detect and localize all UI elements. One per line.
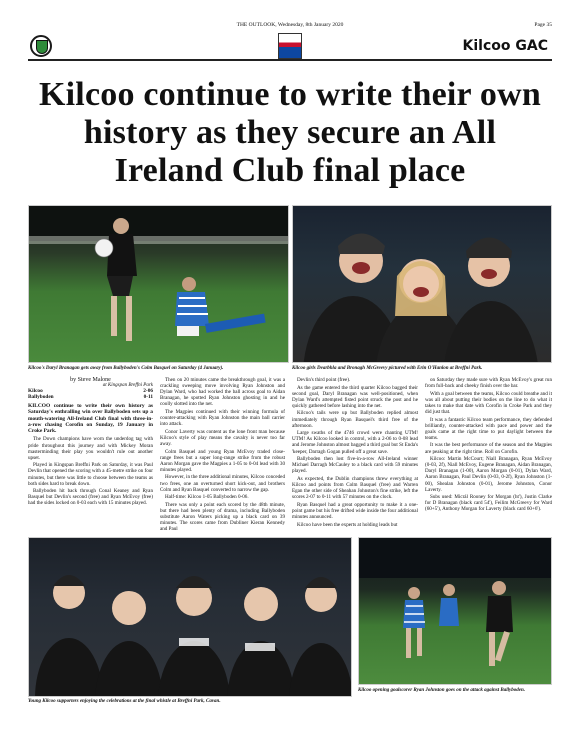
paragraph: Then on 20 minutes came the breakthrough goal, it was a crackling sweeping move involving Ryan Johnston and Dylan Ward, who had worked the ball across goal to Aidan Branagan, he spotted Ryan Johnston ghosting in and he coolly slotted into the net. (160, 377, 285, 408)
paragraph: Played in Kingspan Breffni Park on Saturday, it was Paul Devlin that opened the scoring with a 45-metre strike on four minutes, but there was little to choose between the teams as both sides hard to break down. (28, 462, 153, 487)
section-bar (28, 33, 552, 61)
photo-supporters-girls (292, 205, 552, 363)
article-column-2 (160, 377, 285, 534)
headline: Kilcoo continue to write their own history as they secure an All Ireland Club final place (39, 76, 541, 189)
article-column-1 (28, 377, 153, 508)
paragraph: on Saturday they made sure with Ryan McEvoy's great run from full-back and cheeky finish over the bar. (425, 377, 552, 390)
paragraph: Devlin's third point (free). (297, 377, 351, 383)
paragraph: Conor Laverty was content as the lone front man because Kilcoo's style of play means the cavalry is never too far away. (160, 428, 285, 447)
paragraph: Kilcoo have been the experts at holding leads but (297, 521, 398, 528)
paragraph: As the game entered the third quarter Kilcoo bagged their second goal, Daryl Branagan was well-positioned, when Dylan Ward's attempted fisted point struck the post and he quickly gathered before lashing into the net. (292, 384, 418, 409)
match-action-illustration (29, 206, 289, 363)
team-score: 2-06 (143, 388, 153, 394)
section-kicker: Kilcoo GAC (462, 38, 548, 54)
publication-line: THE OUTLOOK, Wednesday, 8th January 2020 (236, 22, 344, 28)
paragraph: It was a fantastic Kilcoo team performance, they defended brilliantly, counter-attacked with pace and power and the goals came at the right time to put daylight between the teams. (425, 416, 552, 441)
page-number: Page 35 (534, 22, 552, 28)
paragraph: Ballyboden hit back through Conal Keaney and Ryan Basquel but Devlin's second (free) and Ryan McEvoy (free) had the sides locked on 0-03 each with 15 minutes played. (28, 488, 153, 507)
paragraph: It was the best performance of the season and the Magpies are peaking at the right time. Roll on Corofin. (425, 442, 552, 455)
photo-young-supporters (28, 537, 352, 697)
paragraph: Kilcoo: Martin McCourt; Niall Branagan, Ryan McEvoy (0-03, 2f), Niall McEvoy, Eugene Branagan, Aidan Branagan, Daryl Branagan (1-00), Aaron Morgan (0-01), Dylan Ward, Aaron Branagan, Paul Devlin (0-03, 0-2f), Ryan Johnston (1-00), Shealan Johnston (0-01), Jerome Johnston, Conor Laverty. (425, 456, 552, 493)
venue-credit: at Kingspan Breffni Park (102, 383, 153, 388)
paragraph: Ryan Basquel had a great opportunity to make it a one-point game but his free drifted wide inside the four additional minutes announced. (292, 501, 418, 520)
running-head (28, 22, 552, 32)
team-score: 0-11 (143, 394, 153, 400)
club-crest-icon (30, 35, 52, 57)
paragraph: Half-time: Kilcoo 1-05 Ballyboden 0-06. (165, 494, 249, 501)
paragraph: Colm Basquel and young Ryan McEvoy traded close-range frees but a super long-range strike from the robust Aaron Morgan gave the Magpies a 1-05 to 0-04 lead with 30 minutes played. (160, 448, 285, 473)
caption-photo2: Kilcoo girls Dearbhla and Bronagh McGreevy pictured with Erin O'Hanlon at Breffni Park. (292, 366, 483, 371)
team-name: Kilcoo (28, 388, 43, 394)
caption-photo3: Young Kilcoo supporters enjoying the celebrations at the final whistle at Breffni Park, Cavan. (28, 699, 221, 704)
article-intro: KILCOO continue to write their own history as Saturday's enthralling win over Ballyboden sets up a mouth-watering All-Ireland Club final with three-in-a-row chasing Corofin on Sunday, 19 January in Croke Park. (28, 403, 153, 435)
paragraph: However, in the three additional minutes, Kilcoo conceded two frees, one an overturned short kick-out, and brothers Colm and Ryan Basquel converted to narrow the gap. (160, 474, 285, 493)
team-name: Ballyboden (28, 394, 54, 400)
paragraph: With a goal between the teams, Kilcoo could breathe and it was all about putting their bodies on the line to do what it takes to make that date with Corofin in Croke Park and they did just that. (425, 390, 552, 415)
score-line-ballyboden (28, 394, 153, 400)
young-supporters-illustration (29, 538, 352, 697)
column-1-body (28, 436, 153, 506)
photo-match-action (28, 205, 289, 363)
paragraph: The Magpies continued with their winning formula of counter-attacking with Ryan Johnston the main ball carrier into attack. (160, 408, 285, 428)
newspaper-logo (278, 33, 302, 59)
paragraph: The Down champions have worn the underdog tag with pride throughout this journey and with Mickey Moran masterminding their play you wouldn't rule out another upset. (28, 436, 153, 461)
caption-photo1: Kilcoo's Daryl Branagan gets away from Ballyboden's Colm Basquel on Saturday (4 January). (28, 366, 224, 371)
byline: by Steve Malone (70, 377, 111, 383)
paragraph: There was only a point each scored by the 48th minute, but there had been plenty of drama, including Ballyboden substitute Aaron Waters picking up a black card on 39 minutes. The scores came from Dubliner Kieran Kennedy and Paul (160, 501, 285, 533)
paragraph: Ballyboden then lost five-in-a-row All-Ireland winner Michael Darragh McCauley to a black card with 59 minutes played. (292, 456, 418, 475)
supporters-illustration (293, 206, 552, 363)
paragraph: Large swaths of the 4746 crowd were chanting UTM! UTM! As Kilcoo looked in control, with a 2-06 to 0-08 lead and Jerome Johnston almost bagged a third goal but St Enda's 'keeper, Darragh Gogan pulled off a great save. (292, 430, 418, 455)
caption-photo4: Kilcoo opening goalscorer Ryan Johnston goes on the attack against Ballyboden. (358, 688, 526, 693)
paragraph: Kilcoo's tails were up but Ballyboden replied almost immediately through Ryan Basquel's third free of the afternoon. (292, 410, 418, 429)
paragraph: Subs used: Micrál Rooney for Morgan (ht'), Justin Clarke for D Branagan (black card 54'), Feilim McGreevy for Ward (60+5'), Anthony Morgan for Laverty (black card 60+6'). (425, 494, 552, 513)
photo-goalscorer-attack (358, 537, 552, 685)
article-column-3 (292, 377, 418, 529)
goalscorer-illustration (359, 538, 552, 685)
article-column-4 (425, 377, 552, 514)
paragraph: As expected, the Dublin champions threw everything at Kilcoo and points from Colm Basquel (free) and Warren Egan the other side of Sheahan Johnston's fine strike, left the scores 2-07 to 0-11 with 57 minutes on the clock. (292, 475, 418, 501)
